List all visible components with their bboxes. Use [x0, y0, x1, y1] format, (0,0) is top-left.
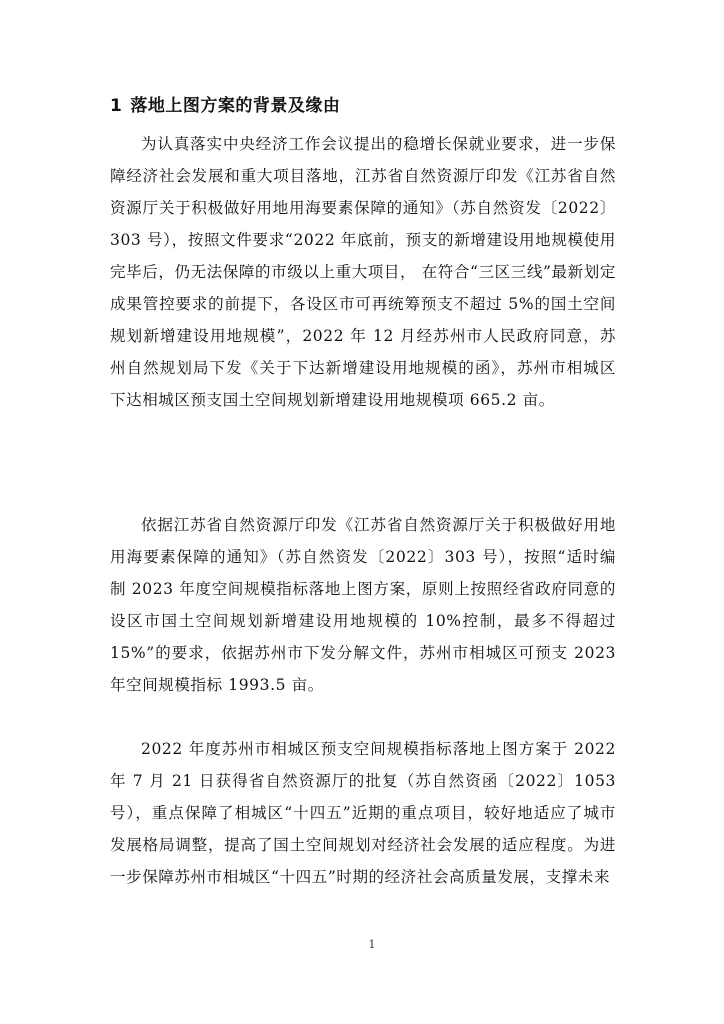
- page-number: 1: [368, 938, 376, 951]
- paragraph-text: 2022 年度苏州市相城区预支空间规模指标落地上图方案于 2022 年 7 月 21 日获得省自然资源厅的批复（苏自然资函〔2022〕1053 号），重点保障了相城区“十四五”近期的重点项目，较好地适应了城市发展格局调整，提高了国土空间规划对经济社会发展的适应程度。为进一步保障苏州市相城区“十四五”时期的经济社会高质量发展，支撑未来: [110, 740, 616, 886]
- body-paragraph-1: [110, 128, 616, 416]
- body-paragraph-2: [110, 509, 616, 701]
- section-title: 落地上图方案的背景及缘由: [130, 96, 341, 116]
- section-heading: [110, 94, 340, 118]
- body-paragraph-3: [110, 733, 616, 893]
- paragraph-text: 依据江苏省自然资源厅印发《江苏省自然资源厅关于积极做好用地用海要素保障的通知》（苏自然资发〔2022〕303 号），按照“适时编制 2023 年度空间规模指标落地上图方案，原则上按照经省政府同意的设区市国土空间规划新增建设用地规模的 10%控制，最多不得超过 15%”的要求，依据苏州市下发分解文件，苏州市相城区可预支 2023 年空间规模指标 1993.5 亩。: [110, 516, 616, 694]
- section-number: 1: [110, 96, 123, 116]
- paragraph-text: 为认真落实中央经济工作会议提出的稳增长保就业要求，进一步保障经济社会发展和重大项目落地，江苏省自然资源厅印发《江苏省自然资源厅关于积极做好用地用海要素保障的通知》（苏自然资发〔2022〕303 号），按照文件要求“2022 年底前，预支的新增建设用地规模使用完毕后，仍无法保障的市级以上重大项目， 在符合“三区三线”最新划定成果管控要求的前提下，各设区市可再统筹预支不超过 5%的国土空间规划新增建设用地规模”，2022 年 12 月经苏州市人民政府同意，苏州自然规划局下发《关于下达新增建设用地规模的函》，苏州市相城区下达相城区预支国土空间规划新增建设用地规模项 665.2 亩。: [110, 135, 616, 409]
